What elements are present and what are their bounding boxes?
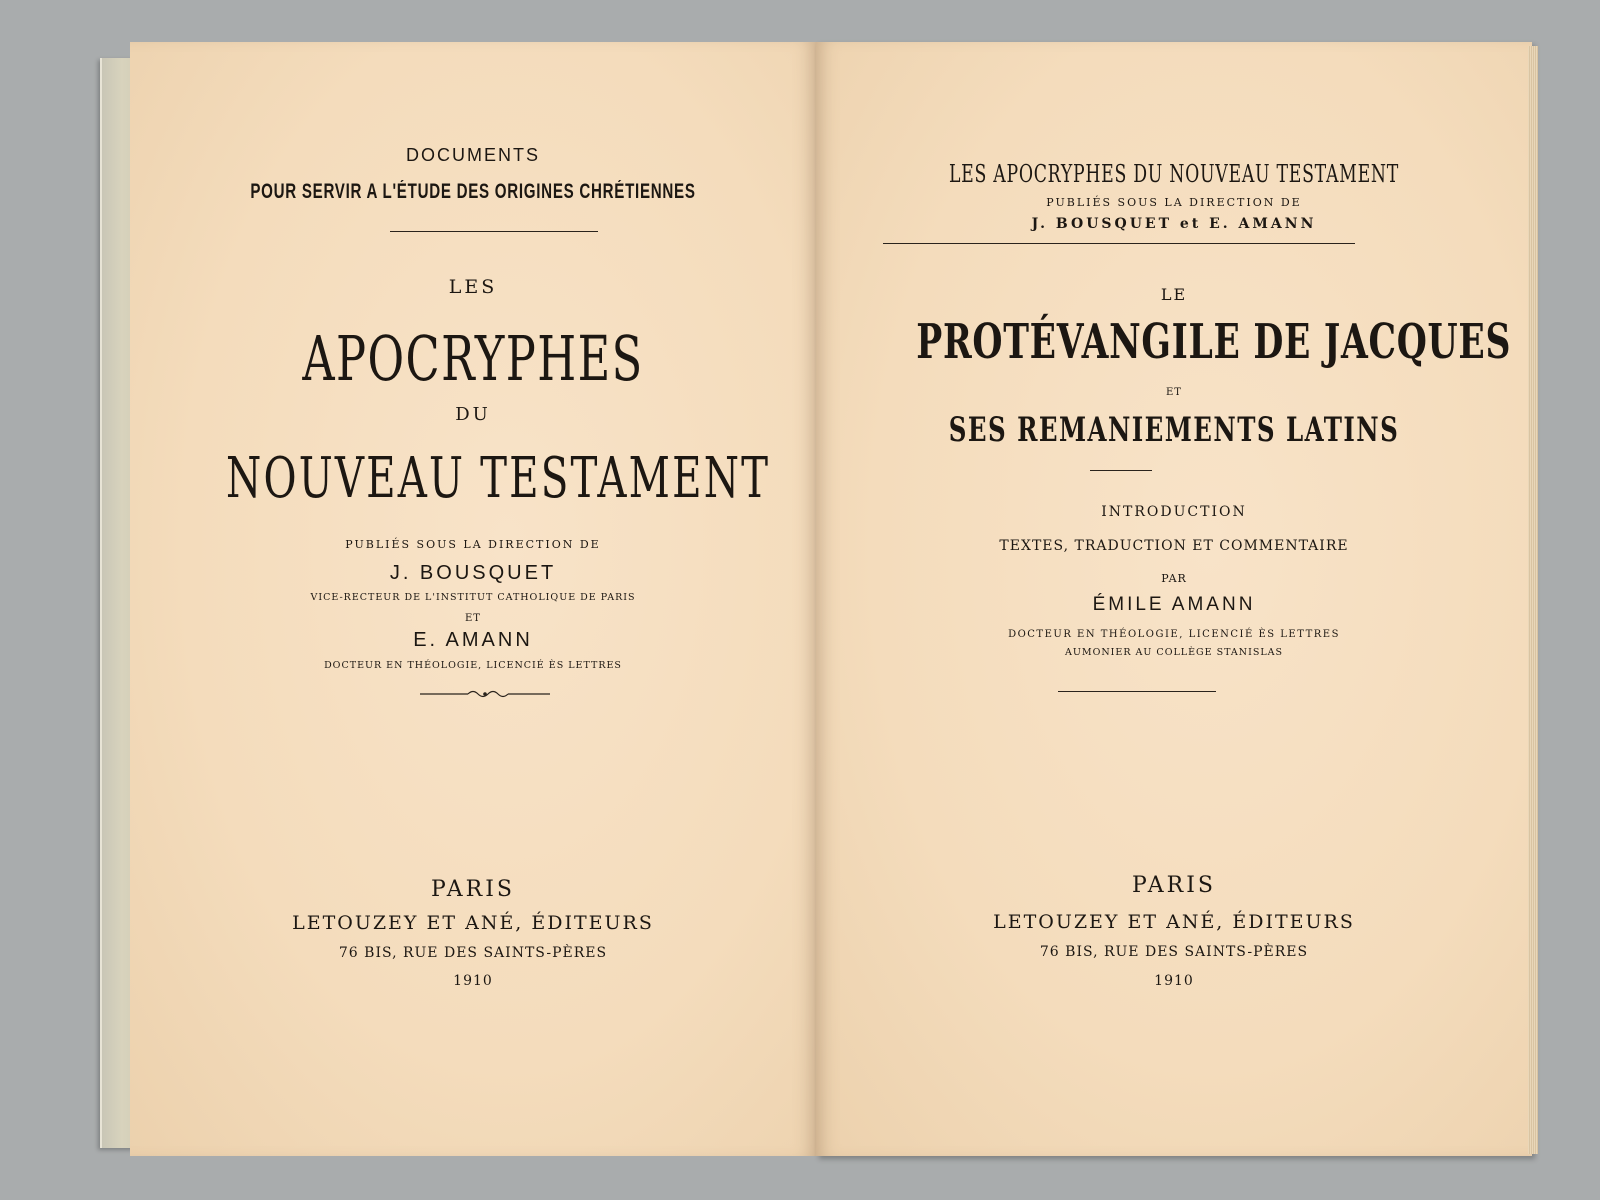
year: 1910 (453, 973, 493, 989)
ornament-flourish-icon (420, 688, 550, 700)
publisher: LETOUZEY ET ANÉ, ÉDITEURS (292, 912, 654, 934)
title-prefix: LES (448, 276, 498, 298)
title-second: NOUVEAU TESTAMENT (226, 446, 771, 511)
direction-line: PUBLIÉS SOUS LA DIRECTION DE (345, 538, 601, 551)
editor1-name: J. BOUSQUET (389, 562, 557, 584)
editors-line: J. BOUSQUET et E. AMANN (1031, 216, 1317, 232)
title-main: APOCRYPHES (302, 322, 644, 395)
short-rule (1090, 470, 1152, 471)
header-rule (883, 243, 1355, 244)
title-main: PROTÉVANGILE DE JACQUES (916, 314, 1512, 370)
city: PARIS (431, 877, 515, 902)
contents-line2: TEXTES, TRADUCTION ET COMMENTAIRE (999, 538, 1349, 554)
editor1-role: VICE-RECTEUR DE L'INSTITUT CATHOLIQUE DE PARIS (310, 592, 636, 603)
series-subtitle: POUR SERVIR A L'ÉTUDE DES ORIGINES CHRÉTIENNES (250, 180, 696, 203)
left-page (130, 42, 816, 1156)
author-role1: DOCTEUR EN THÉOLOGIE, LICENCIÉ ÈS LETTRES (1008, 629, 1340, 640)
bottom-rule (1058, 691, 1216, 692)
title-prefix: LE (1160, 285, 1188, 304)
title-et: ET (1166, 387, 1182, 398)
author-name: ÉMILE AMANN (1092, 594, 1256, 615)
divider-rule (390, 231, 598, 232)
publisher: LETOUZEY ET ANÉ, ÉDITEURS (993, 911, 1355, 933)
author-role2: AUMONIER AU COLLÈGE STANISLAS (1064, 647, 1284, 658)
year: 1910 (1154, 973, 1194, 989)
right-page (816, 42, 1532, 1156)
title-du: DU (455, 404, 491, 425)
conjunction: ET (465, 613, 481, 624)
series-title: DOCUMENTS (406, 145, 540, 165)
editor2-name: E. AMANN (413, 629, 533, 651)
title-second: SES REMANIEMENTS LATINS (948, 410, 1400, 450)
city: PARIS (1132, 873, 1216, 898)
contents-line1: INTRODUCTION (1101, 504, 1247, 520)
series-header: LES APOCRYPHES DU NOUVEAU TESTAMENT (948, 160, 1400, 188)
editor2-role: DOCTEUR EN THÉOLOGIE, LICENCIÉ ÈS LETTRES (324, 660, 622, 671)
address: 76 BIS, RUE DES SAINTS-PÈRES (1039, 944, 1309, 960)
par: PAR (1161, 572, 1187, 585)
address: 76 BIS, RUE DES SAINTS-PÈRES (338, 945, 608, 961)
page-stack-edge (1528, 46, 1538, 1154)
direction-line: PUBLIÉS SOUS LA DIRECTION DE (1046, 196, 1302, 209)
